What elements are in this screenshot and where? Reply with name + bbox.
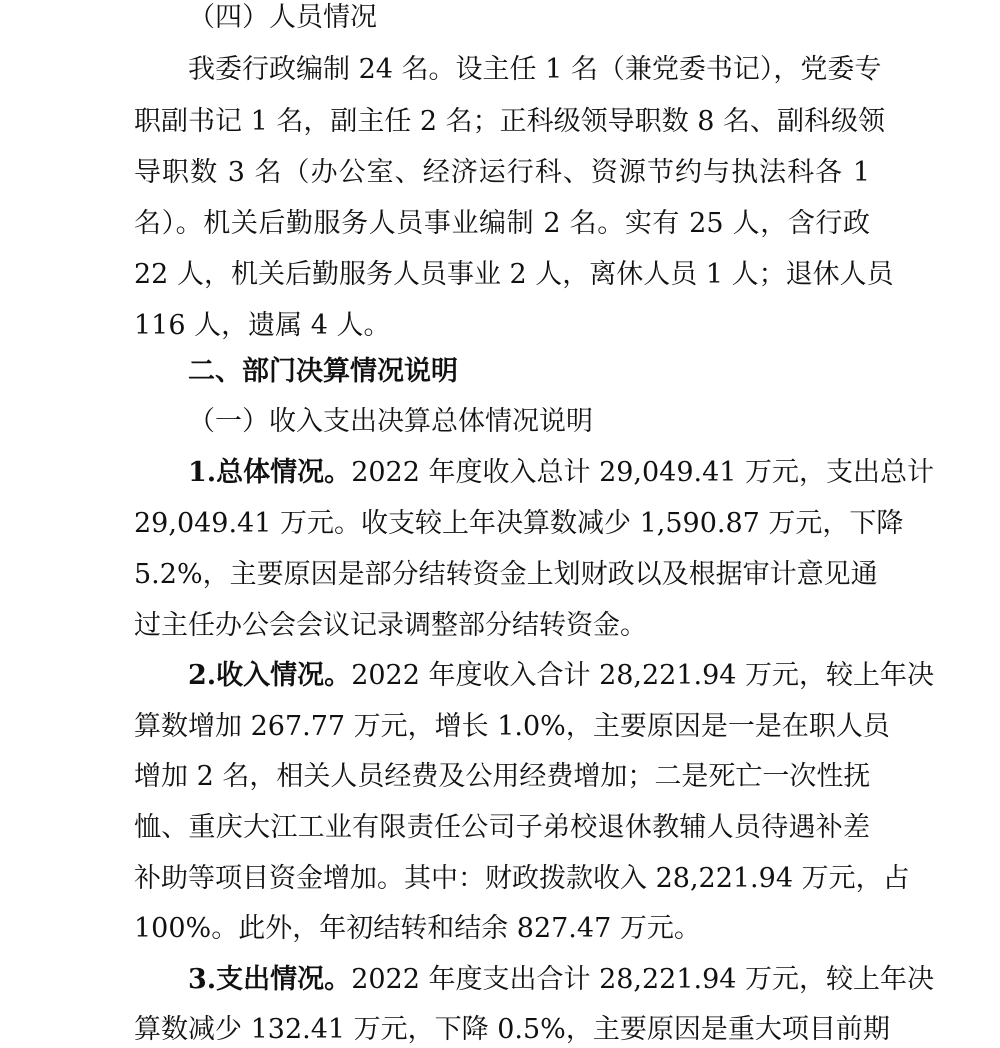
section-heading-personnel: （四）人员情况 [188,2,377,33]
paragraph-line: 恤、重庆大江工业有限责任公司子弟校退休教辅人员待遇补差 [134,812,870,843]
subsection-heading-overview: （一）收入支出决算总体情况说明 [188,406,593,437]
paragraph-line-lead [188,658,935,694]
paragraph-line: 增加 2 名，相关人员经费及公用经费增加；二是死亡一次性抚 [134,761,871,792]
paragraph-line-lead [188,455,935,491]
paragraph-line: 算数增加 267.77 万元，增长 1.0%，主要原因是一是在职人员 [134,711,890,742]
paragraph-lead-text: 2022 年度收入总计 29,049.41 万元，支出总计 [351,457,935,488]
paragraph-line: 过主任办公会会议记录调整部分结转资金。 [134,610,647,641]
paragraph-lead-text: 2022 年度支出合计 28,221.94 万元，较上年决 [351,964,935,995]
paragraph-line-lead [188,962,935,998]
paragraph-line: 29,049.41 万元。收支较上年决算数减少 1,590.87 万元，下降 [134,508,904,539]
paragraph-line: 5.2%，主要原因是部分结转资金上划财政以及根据审计意见通 [134,559,878,590]
paragraph-lead-label: 1.总体情况。 [188,457,352,488]
paragraph-line: 100%。此外，年初结转和结余 827.47 万元。 [134,913,701,944]
paragraph-line: 22 人，机关后勤服务人员事业 2 人，离休人员 1 人；退休人员 [134,259,894,290]
paragraph-line: 名）。机关后勤服务人员事业编制 2 名。实有 25 人，含行政 [134,208,870,239]
paragraph-line: 算数减少 132.41 万元，下降 0.5%，主要原因是重大项目前期 [134,1014,890,1045]
paragraph-lead-label: 3.支出情况。 [188,964,352,995]
paragraph-line: 我委行政编制 24 名。设主任 1 名（兼党委书记），党委专 [188,54,882,85]
paragraph-line: 职副书记 1 名，副主任 2 名；正科级领导职数 8 名、副科级领 [134,106,886,137]
section-heading-final-accounts: 二、部门决算情况说明 [188,356,458,387]
paragraph-line: 补助等项目资金增加。其中：财政拨款收入 28,221.94 万元，占 [134,863,910,894]
paragraph-line: 116 人，遗属 4 人。 [134,310,391,341]
paragraph-lead-label: 2.收入情况。 [188,660,352,691]
paragraph-lead-text: 2022 年度收入合计 28,221.94 万元，较上年决 [351,660,935,691]
paragraph-line: 导职数 3 名（办公室、经济运行科、资源节约与执法科各 1 [134,157,870,188]
